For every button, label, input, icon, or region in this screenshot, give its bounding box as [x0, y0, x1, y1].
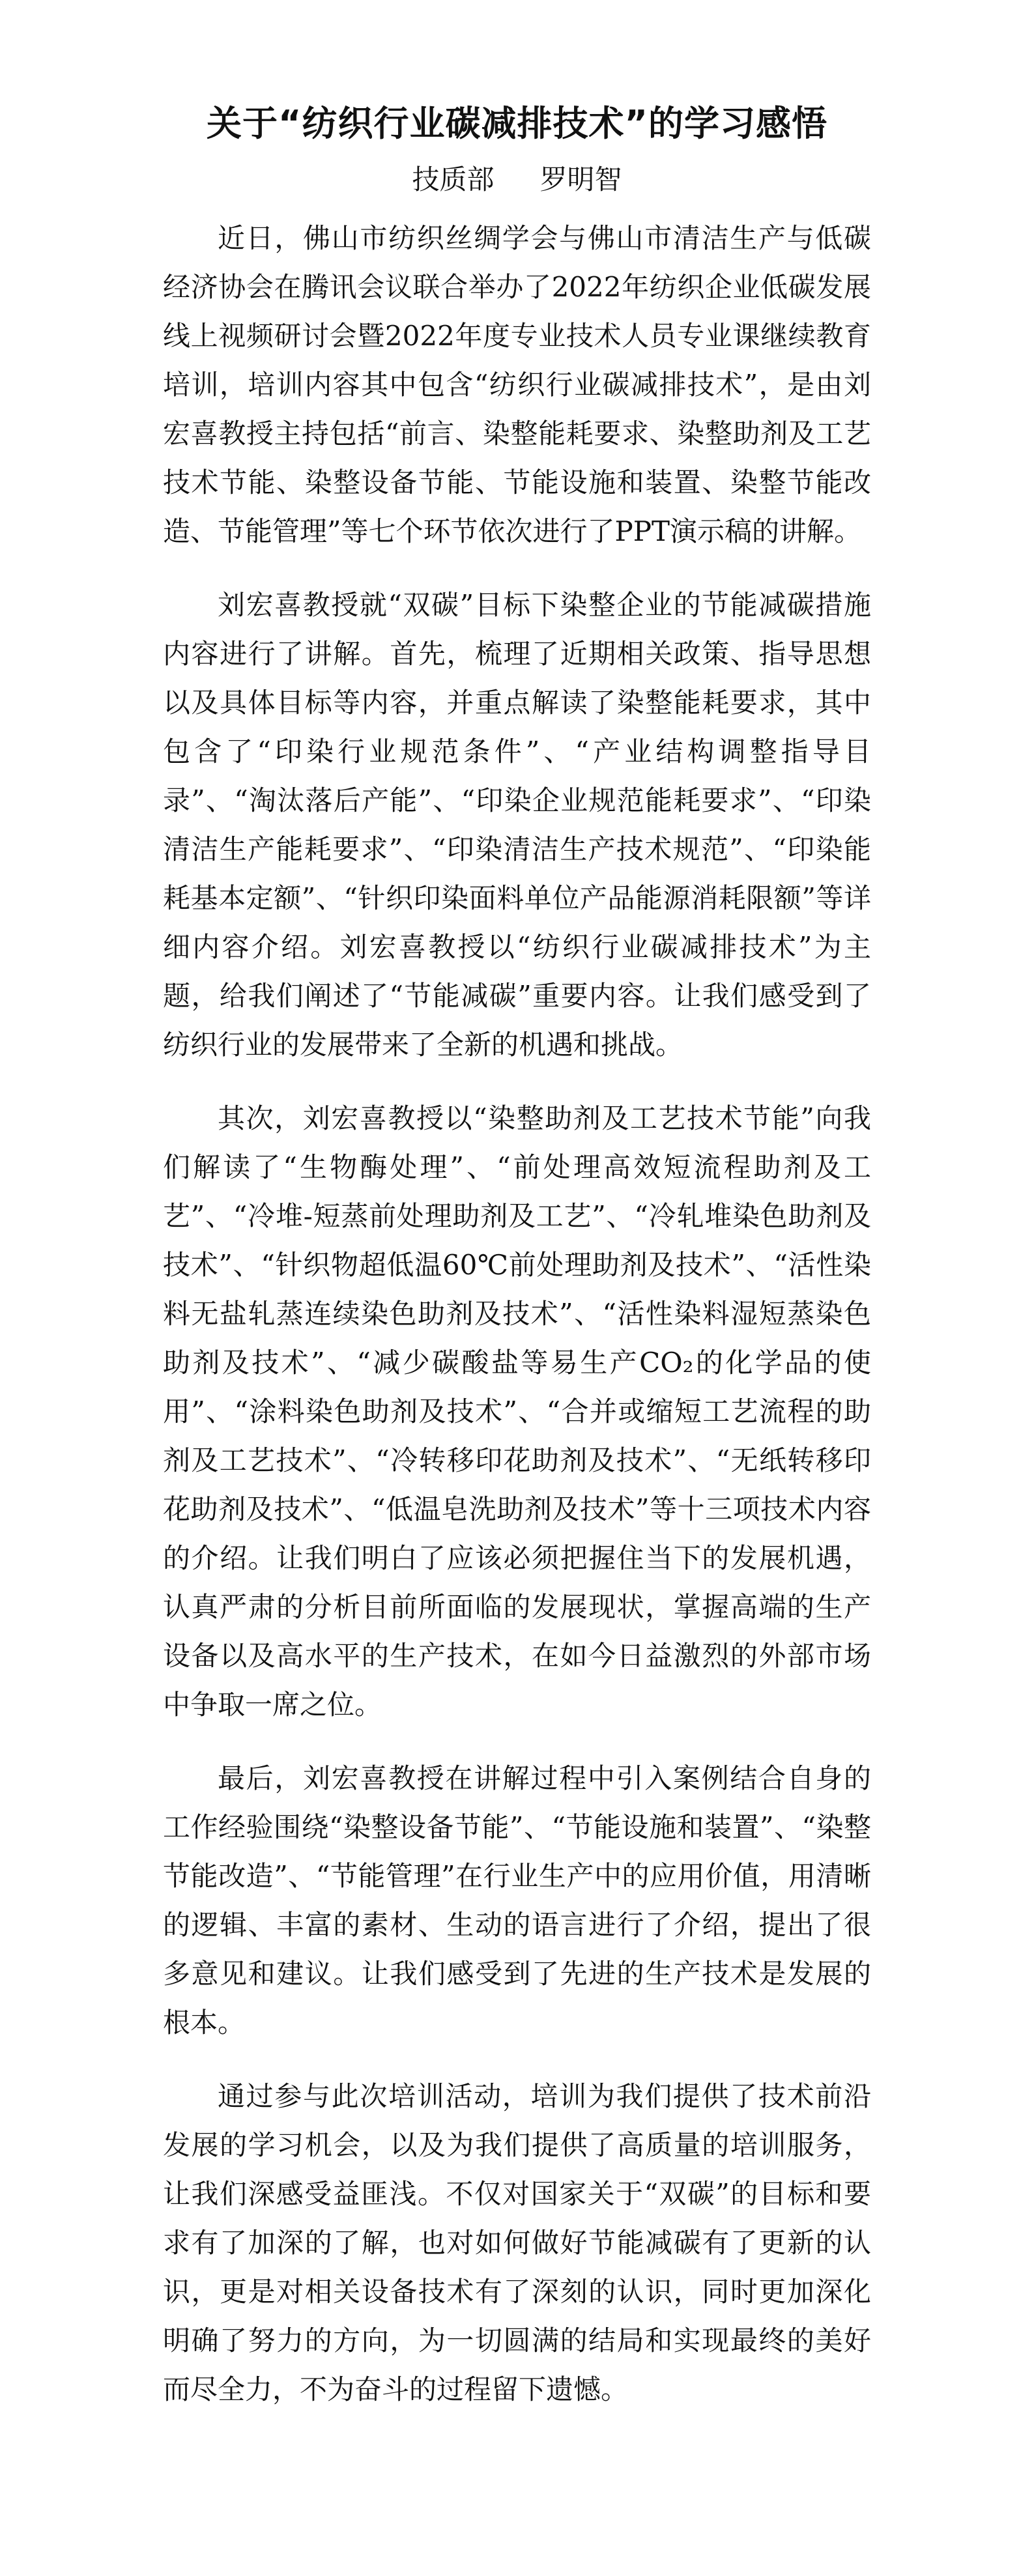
department-label: 技质部 [412, 164, 495, 195]
paragraph-2: 刘宏喜教授就“双碳”目标下染整企业的节能减碳措施内容进行了讲解。首先，梳理了近期相关政策、指导思想以及具体目标等内容，并重点解读了染整能耗要求，其中包含了“印染行业规范条件”、“产业结构调整指导目录”、“淘汰落后产能”、“印染企业规范能耗要求”、“印染清洁生产能耗要求”、“印染清洁生产技术规范”、“印染能耗基本定额”、“针织印染面料单位产品能源消耗限额”等详细内容介绍。刘宏喜教授以“纺织行业碳减排技术”为主题，给我们阐述了“节能减碳”重要内容。让我们感受到了纺织行业的发展带来了全新的机遇和挑战。 [163, 589, 871, 1061]
paragraph-1: 近日，佛山市纺织丝绸学会与佛山市清洁生产与低碳经济协会在腾讯会议联合举办了2022年纺织企业低碳发展线上视频研讨会暨2022年度专业技术人员专业课继续教育培训，培训内容其中包含“纺织行业碳减排技术”，是由刘宏喜教授主持包括“前言、染整能耗要求、染整助剂及工艺技术节能、染整设备节能、节能设施和装置、染整节能改造、节能管理”等七个环节依次进行了PPT演示稿的讲解。 [163, 222, 871, 547]
paragraph-4: 最后，刘宏喜教授在讲解过程中引入案例结合自身的工作经验围绕“染整设备节能”、“节能设施和装置”、“染整节能改造”、“节能管理”在行业生产中的应用价值，用清晰的逻辑、丰富的素材、生动的语言进行了介绍，提出了很多意见和建议。让我们感受到了先进的生产技术是发展的根本。 [163, 1762, 871, 2039]
paragraph-5: 通过参与此次培训活动，培训为我们提供了技术前沿发展的学习机会，以及为我们提供了高质量的培训服务，让我们深感受益匪浅。不仅对国家关于“双碳”的目标和要求有了加深的了解，也对如何做好节能减碳有了更新的认识，更是对相关设备技术有了深刻的认识，同时更加深化明确了努力的方向，为一切圆满的结局和实现最终的美好而尽全力，不为奋斗的过程留下遗憾。 [163, 2080, 871, 2405]
document-body [163, 214, 871, 2414]
document-title: 关于“纺织行业碳减排技术”的学习感悟 [207, 103, 827, 144]
byline [163, 156, 871, 203]
paragraph-3: 其次，刘宏喜教授以“染整助剂及工艺技术节能”向我们解读了“生物酶处理”、“前处理高效短流程助剂及工艺”、“冷堆-短蒸前处理助剂及工艺”、“冷轧堆染色助剂及技术”、“针织物超低温60℃前处理助剂及技术”、“活性染料无盐轧蒸连续染色助剂及技术”、“活性染料湿短蒸染色助剂及技术”、“减少碳酸盐等易生产CO₂的化学品的使用”、“涂料染色助剂及技术”、“合并或缩短工艺流程的助剂及工艺技术”、“冷转移印花助剂及技术”、“无纸转移印花助剂及技术”、“低温皂洗助剂及技术”等十三项技术内容的介绍。让我们明白了应该必须把握住当下的发展机遇，认真严肃的分析目前所面临的发展现状，掌握高端的生产设备以及高水平的生产技术，在如今日益激烈的外部市场中争取一席之位。 [163, 1102, 871, 1721]
author-name: 罗明智 [539, 164, 622, 195]
